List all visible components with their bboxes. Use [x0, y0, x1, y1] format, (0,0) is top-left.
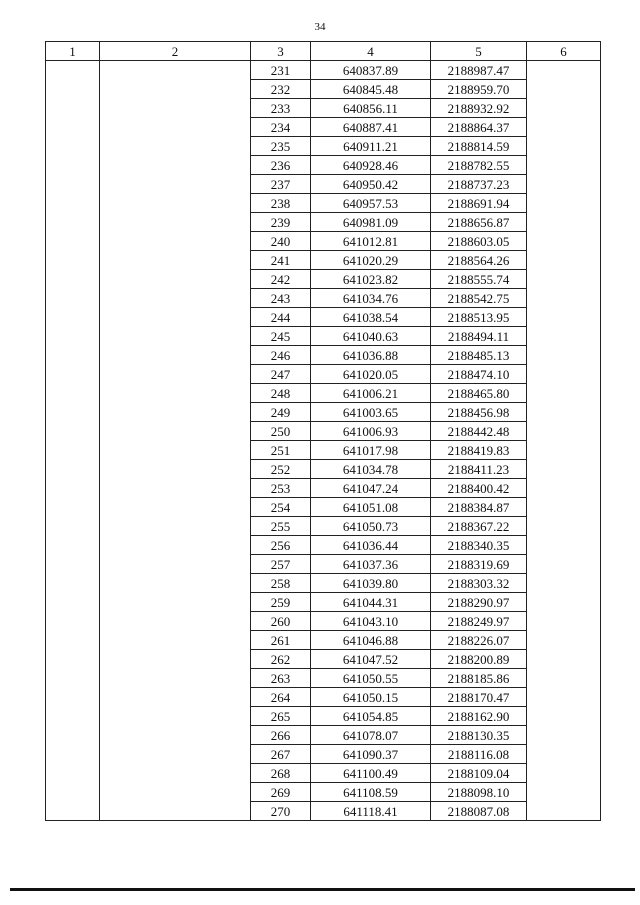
point-number-cell: 236: [251, 156, 311, 175]
y-coordinate-cell: 2188087.08: [431, 802, 527, 821]
y-coordinate-cell: 2188555.74: [431, 270, 527, 289]
x-coordinate-cell: 641090.37: [311, 745, 431, 764]
y-coordinate-cell: 2188319.69: [431, 555, 527, 574]
x-coordinate-cell: 641050.73: [311, 517, 431, 536]
point-number-cell: 232: [251, 80, 311, 99]
x-coordinate-cell: 640887.41: [311, 118, 431, 137]
blank-cell-col-1: [46, 61, 100, 821]
table-row: [46, 61, 601, 80]
page-number: 34: [314, 21, 326, 33]
y-coordinate-cell: 2188226.07: [431, 631, 527, 650]
y-coordinate-cell: 2188303.32: [431, 574, 527, 593]
y-coordinate-cell: 2188737.23: [431, 175, 527, 194]
x-coordinate-cell: 641050.55: [311, 669, 431, 688]
point-number-cell: 233: [251, 99, 311, 118]
x-coordinate-cell: 641037.36: [311, 555, 431, 574]
x-coordinate-cell: 641017.98: [311, 441, 431, 460]
y-coordinate-cell: 2188456.98: [431, 403, 527, 422]
bottom-rule: [10, 888, 635, 891]
x-coordinate-cell: 641047.52: [311, 650, 431, 669]
x-coordinate-cell: 641051.08: [311, 498, 431, 517]
point-number-cell: 270: [251, 802, 311, 821]
y-coordinate-cell: 2188691.94: [431, 194, 527, 213]
y-coordinate-cell: 2188200.89: [431, 650, 527, 669]
x-coordinate-cell: 641118.41: [311, 802, 431, 821]
point-number-cell: 269: [251, 783, 311, 802]
x-coordinate-cell: 640856.11: [311, 99, 431, 118]
x-coordinate-cell: 641034.78: [311, 460, 431, 479]
point-number-cell: 265: [251, 707, 311, 726]
y-coordinate-cell: 2188485.13: [431, 346, 527, 365]
point-number-cell: 249: [251, 403, 311, 422]
point-number-cell: 268: [251, 764, 311, 783]
y-coordinate-cell: 2188116.08: [431, 745, 527, 764]
point-number-cell: 258: [251, 574, 311, 593]
coordinates-table: [45, 41, 601, 821]
x-coordinate-cell: 641054.85: [311, 707, 431, 726]
x-coordinate-cell: 641038.54: [311, 308, 431, 327]
x-coordinate-cell: 641047.24: [311, 479, 431, 498]
point-number-cell: 244: [251, 308, 311, 327]
point-number-cell: 240: [251, 232, 311, 251]
x-coordinate-cell: 640981.09: [311, 213, 431, 232]
point-number-cell: 237: [251, 175, 311, 194]
header-col-1: 1: [46, 42, 100, 61]
table-header-row: [46, 42, 601, 61]
x-coordinate-cell: 640928.46: [311, 156, 431, 175]
x-coordinate-cell: 641043.10: [311, 612, 431, 631]
y-coordinate-cell: 2188987.47: [431, 61, 527, 80]
point-number-cell: 231: [251, 61, 311, 80]
x-coordinate-cell: 641034.76: [311, 289, 431, 308]
y-coordinate-cell: 2188864.37: [431, 118, 527, 137]
y-coordinate-cell: 2188513.95: [431, 308, 527, 327]
header-col-5: 5: [431, 42, 527, 61]
x-coordinate-cell: 641006.93: [311, 422, 431, 441]
blank-cell-col-6: [527, 61, 601, 821]
point-number-cell: 246: [251, 346, 311, 365]
y-coordinate-cell: 2188465.80: [431, 384, 527, 403]
x-coordinate-cell: 641036.88: [311, 346, 431, 365]
y-coordinate-cell: 2188109.04: [431, 764, 527, 783]
point-number-cell: 260: [251, 612, 311, 631]
header-col-4: 4: [311, 42, 431, 61]
y-coordinate-cell: 2188162.90: [431, 707, 527, 726]
x-coordinate-cell: 641003.65: [311, 403, 431, 422]
x-coordinate-cell: 641050.15: [311, 688, 431, 707]
point-number-cell: 255: [251, 517, 311, 536]
y-coordinate-cell: 2188249.97: [431, 612, 527, 631]
x-coordinate-cell: 641020.29: [311, 251, 431, 270]
point-number-cell: 251: [251, 441, 311, 460]
point-number-cell: 248: [251, 384, 311, 403]
x-coordinate-cell: 641006.21: [311, 384, 431, 403]
point-number-cell: 243: [251, 289, 311, 308]
x-coordinate-cell: 641100.49: [311, 764, 431, 783]
x-coordinate-cell: 640911.21: [311, 137, 431, 156]
x-coordinate-cell: 641023.82: [311, 270, 431, 289]
point-number-cell: 256: [251, 536, 311, 555]
x-coordinate-cell: 641012.81: [311, 232, 431, 251]
y-coordinate-cell: 2188411.23: [431, 460, 527, 479]
x-coordinate-cell: 641046.88: [311, 631, 431, 650]
point-number-cell: 250: [251, 422, 311, 441]
header-col-6: 6: [527, 42, 601, 61]
y-coordinate-cell: 2188340.35: [431, 536, 527, 555]
point-number-cell: 241: [251, 251, 311, 270]
y-coordinate-cell: 2188098.10: [431, 783, 527, 802]
point-number-cell: 261: [251, 631, 311, 650]
point-number-cell: 245: [251, 327, 311, 346]
blank-cell-col-2: [100, 61, 251, 821]
point-number-cell: 266: [251, 726, 311, 745]
y-coordinate-cell: 2188185.86: [431, 669, 527, 688]
point-number-cell: 252: [251, 460, 311, 479]
point-number-cell: 259: [251, 593, 311, 612]
x-coordinate-cell: 640957.53: [311, 194, 431, 213]
point-number-cell: 238: [251, 194, 311, 213]
x-coordinate-cell: 641078.07: [311, 726, 431, 745]
y-coordinate-cell: 2188442.48: [431, 422, 527, 441]
x-coordinate-cell: 641108.59: [311, 783, 431, 802]
y-coordinate-cell: 2188474.10: [431, 365, 527, 384]
y-coordinate-cell: 2188367.22: [431, 517, 527, 536]
x-coordinate-cell: 641036.44: [311, 536, 431, 555]
y-coordinate-cell: 2188656.87: [431, 213, 527, 232]
x-coordinate-cell: 641044.31: [311, 593, 431, 612]
y-coordinate-cell: 2188130.35: [431, 726, 527, 745]
x-coordinate-cell: 640950.42: [311, 175, 431, 194]
y-coordinate-cell: 2188603.05: [431, 232, 527, 251]
y-coordinate-cell: 2188814.59: [431, 137, 527, 156]
point-number-cell: 242: [251, 270, 311, 289]
point-number-cell: 264: [251, 688, 311, 707]
y-coordinate-cell: 2188782.55: [431, 156, 527, 175]
y-coordinate-cell: 2188932.92: [431, 99, 527, 118]
x-coordinate-cell: 640845.48: [311, 80, 431, 99]
point-number-cell: 239: [251, 213, 311, 232]
point-number-cell: 234: [251, 118, 311, 137]
point-number-cell: 247: [251, 365, 311, 384]
point-number-cell: 267: [251, 745, 311, 764]
point-number-cell: 254: [251, 498, 311, 517]
point-number-cell: 235: [251, 137, 311, 156]
point-number-cell: 253: [251, 479, 311, 498]
x-coordinate-cell: 641040.63: [311, 327, 431, 346]
x-coordinate-cell: 640837.89: [311, 61, 431, 80]
header-col-2: 2: [100, 42, 251, 61]
header-col-3: 3: [251, 42, 311, 61]
y-coordinate-cell: 2188564.26: [431, 251, 527, 270]
y-coordinate-cell: 2188400.42: [431, 479, 527, 498]
table-body: [46, 42, 601, 821]
y-coordinate-cell: 2188542.75: [431, 289, 527, 308]
y-coordinate-cell: 2188959.70: [431, 80, 527, 99]
point-number-cell: 262: [251, 650, 311, 669]
point-number-cell: 257: [251, 555, 311, 574]
y-coordinate-cell: 2188170.47: [431, 688, 527, 707]
y-coordinate-cell: 2188384.87: [431, 498, 527, 517]
point-number-cell: 263: [251, 669, 311, 688]
y-coordinate-cell: 2188494.11: [431, 327, 527, 346]
y-coordinate-cell: 2188290.97: [431, 593, 527, 612]
x-coordinate-cell: 641020.05: [311, 365, 431, 384]
x-coordinate-cell: 641039.80: [311, 574, 431, 593]
y-coordinate-cell: 2188419.83: [431, 441, 527, 460]
